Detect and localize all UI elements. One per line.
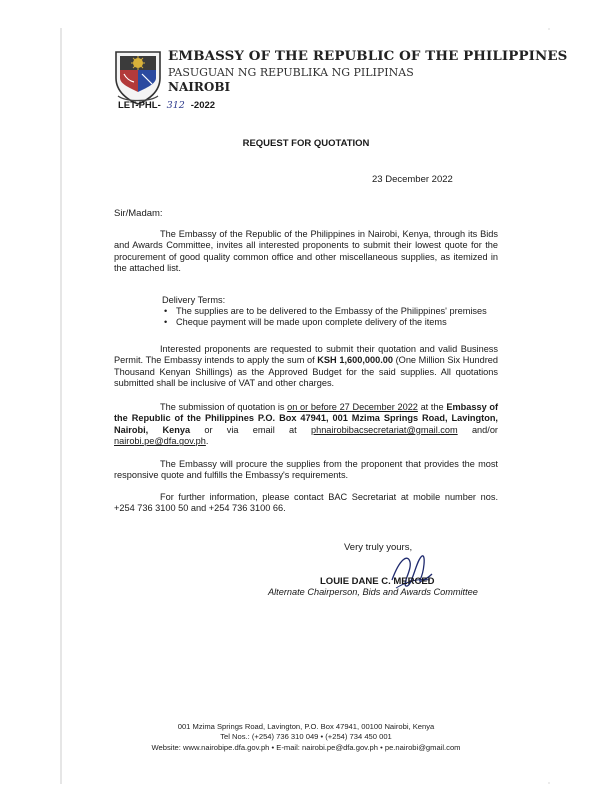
footer-phones: Tel Nos.: (+254) 736 310 049 • (+254) 734 450 001 <box>220 732 392 742</box>
signer-name: LOUIE DANE C. MERCED <box>320 576 435 587</box>
paragraph-budget <box>114 344 498 390</box>
paragraph-invitation: The Embassy of the Republic of the Philippines in Nairobi, Kenya, through its Bids and Awards Committee, invites all interested proponents to submit their lowest quote for the procurement of good quality common office and other miscellaneous supplies, as itemized in the attached list. <box>114 229 498 274</box>
paragraph-procurement: The Embassy will procure the supplies from the proponent that provides the most responsive quote and fulfills the Embassy's requirements. <box>114 459 498 481</box>
letter-page <box>62 30 568 782</box>
footer-web: Website: www.nairobipe.dfa.gov.ph • E-mail: nairobi.pe@dfa.gov.ph • pe.nairobi@gmail.com <box>151 742 461 752</box>
letter-date: 23 December 2022 <box>372 174 453 185</box>
embassy-city: NAIROBI <box>168 80 231 94</box>
embassy-name-tagalog: PASUGUAN NG REPUBLIKA NG PILIPINAS <box>168 66 414 79</box>
reference-handwritten-number: 312 <box>166 100 185 111</box>
submission-text-5: . <box>205 436 209 447</box>
salutation: Sir/Madam: <box>114 208 163 219</box>
budget-text-2: (One Million Six Hundred Thousand Kenyan Shillings) as the Approved Budget for the said supplies. All quotations submitted shall be inclusive of VAT and other charges. <box>114 355 498 389</box>
submission-text-4: and/or <box>457 424 498 435</box>
submission-text-2: at the <box>417 402 447 412</box>
footer-address: 001 Mzima Springs Road, Lavington, P.O. Box 47941, 00100 Nairobi, Kenya <box>177 722 435 731</box>
reference-suffix: -2022 <box>190 100 216 111</box>
reference-number <box>118 100 215 111</box>
email-link-embassy[interactable]: nairobi.pe@dfa.gov.ph <box>114 436 206 447</box>
budget-amount: KSH 1,600,000.00 <box>317 355 393 366</box>
paragraph-submission <box>114 402 498 448</box>
closing: Very truly yours, <box>344 542 413 553</box>
delivery-term-item: • The supplies are to be delivered to the Embassy of the Philippines' premises <box>162 306 498 317</box>
budget-text-1: Interested proponents are requested to submit their quotation and valid Business Permit. The Embassy intends to apply the sum of <box>114 344 498 366</box>
embassy-name: EMBASSY OF THE REPUBLIC OF THE PHILIPPINES <box>168 48 568 64</box>
signer-title: Alternate Chairperson, Bids and Awards Committee <box>268 587 478 597</box>
submission-text-3: or via email at <box>190 424 311 435</box>
document-title: REQUEST FOR QUOTATION <box>242 138 370 149</box>
submission-text-1: The submission of quotation is <box>160 402 288 412</box>
philippine-seal-icon <box>112 48 164 106</box>
delivery-terms-list <box>162 306 498 329</box>
submission-address: Embassy of the Republic of the Philippines P.O. Box 47941, 001 Mzima Springs Road, Lavington, Nairobi, Kenya <box>114 402 499 435</box>
reference-prefix: LET-PHL- <box>118 100 161 111</box>
email-link-bac[interactable]: phnairobibacsecretariat@gmail.com <box>310 424 458 435</box>
paragraph-contact: For further information, please contact BAC Secretariat at mobile number nos. +254 736 3100 50 and +254 736 3100 66. <box>114 492 498 514</box>
submission-deadline: on or before 27 December 2022 <box>287 402 418 412</box>
delivery-terms-heading: Delivery Terms: <box>162 295 226 305</box>
delivery-term-item: • Cheque payment will be made upon complete delivery of the items <box>162 317 498 328</box>
page-footer <box>62 722 550 753</box>
